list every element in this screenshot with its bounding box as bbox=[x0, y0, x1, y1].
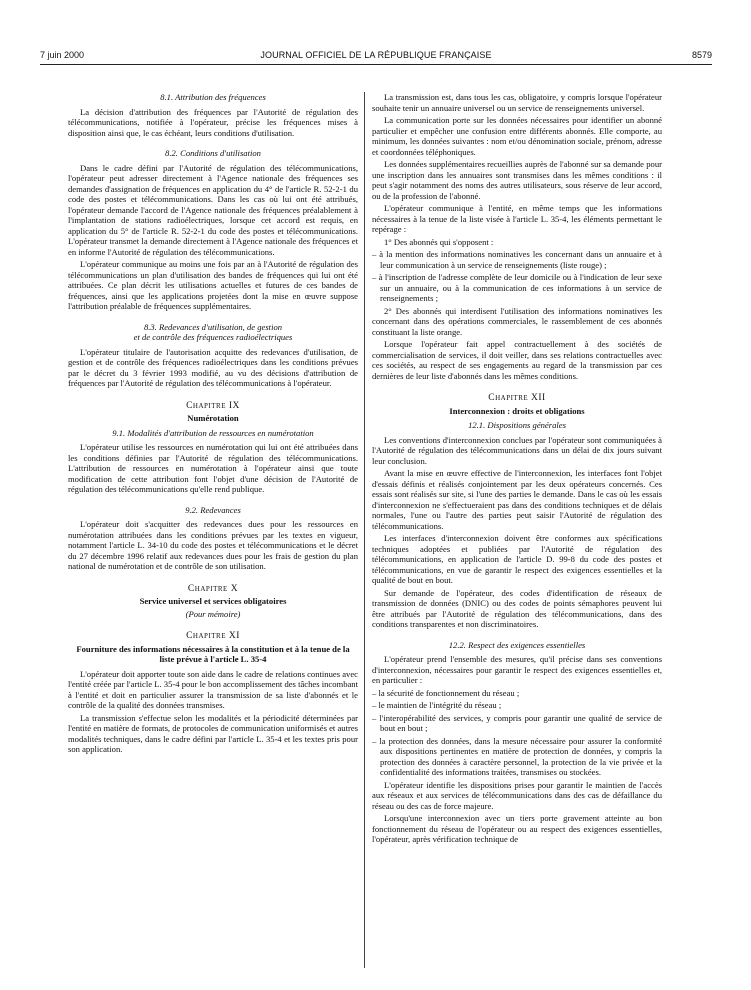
paragraph: L'opérateur doit apporter toute son aide dans le cadre de relations continues avec l'entité créée par l'article L. 35-4 pour le bon accomplissement des tâches incombant à l'entité et doit en particulier assurer la transmission de sa liste d'abonnés et le contrôle de la qualité des données transmises. bbox=[68, 668, 358, 710]
section-9-1-title: 9.1. Modalités d'attribution de ressources en numérotation bbox=[112, 427, 314, 438]
list-item: – à la mention des informations nominatives les concernant dans un annuaire et à leur communication à un service de renseignements (liste rouge) ; bbox=[372, 249, 662, 270]
section-9-2-title: 9.2. Redevances bbox=[185, 504, 241, 515]
section-8-3-title-line2: et de contrôle des fréquences radioélectriques bbox=[133, 332, 293, 342]
list-item: – la protection des données, dans la mesure nécessaire pour assurer la conformité aux dispositions pertinentes en matière de protection de données, y compris la protection des données à caractère personnel, la protection de la vie privée et la confidentialité des informations traitées, transmises ou stockées. bbox=[372, 735, 662, 777]
header-date: 7 juin 2000 bbox=[40, 50, 85, 60]
chapter-9-title: Numérotation bbox=[187, 413, 239, 423]
header-page-number: 8579 bbox=[691, 50, 712, 60]
section-12-2-title: 12.2. Respect des exigences essentielles bbox=[448, 639, 586, 650]
chapter-10-label: Chapitre X bbox=[187, 583, 239, 594]
paragraph: Les conventions d'interconnexion conclues par l'opérateur sont communiquées à l'Autorité de régulation des télécommunications dans un délai de dix jours suivant leur conclusion. bbox=[372, 434, 662, 466]
paragraph: L'opérateur communique à l'entité, en même temps que les informations nécessaires à la tenue de la liste visée à l'article L. 35-4, les éléments permettant le repérage : bbox=[372, 203, 662, 234]
header-rule bbox=[40, 64, 712, 65]
section-8-2-title: 8.2. Conditions d'utilisation bbox=[165, 148, 261, 158]
paragraph: La communication porte sur les données nécessaires pour identifier un abonné particulier et empêcher une confusion entre différents abonnés. Elle comporte, au minimum, les données suivantes : nom et/ou dénomination sociale, prénom, adresse et coordonnées téléphoniques. bbox=[372, 115, 662, 157]
paragraph: 1° Des abonnés qui s'opposent : bbox=[384, 236, 494, 247]
section-12-1-title: 12.1. Dispositions générales bbox=[468, 420, 566, 430]
list-item: – la sécurité de fonctionnement du réseau ; bbox=[372, 687, 520, 698]
paragraph: Dans le cadre défini par l'Autorité de régulation des télécommunications, l'opérateur peut adresser directement à l'Agence nationale des fréquences ses demandes d'assignation de fréquences en application du 4° de l'article R. 52-2-1 du code des postes et télécommunications. Dans les cas où lui ont été attribués, l'opérateur demande l'accord de l'Agence nationale des fréquences préalablement à l'implantation de stations radioélectriques, lorsque cet accord est requis, en application du 5° de l'article R. 52-2-1 du code des postes et télécommunications. L'opérateur transmet la demande directement à l'Agence nationale des fréquences et en informe l'Autorité de régulation des télécommunications. bbox=[68, 162, 358, 257]
right-column bbox=[372, 92, 662, 847]
chapter-11-label: Chapitre XI bbox=[186, 631, 240, 641]
paragraph: L'opérateur identifie les dispositions prises pour garantir le maintien de l'accès aux réseaux et aux services de télécommunications dans des cas de défaillance du réseau ou des cas de force majeure. bbox=[372, 779, 662, 811]
paragraph: L'opérateur communique au moins une fois par an à l'Autorité de régulation des télécommunications un plan d'utilisation des bandes de fréquences qui lui ont été attribuées. Ce plan décrit les utilisations actuelles et futures de ces bandes de fréquences, ainsi que les applications projetées dont la mise en œuvre suppose l'attribution préalable de fréquences supplémentaires. bbox=[68, 259, 358, 311]
chapter-10-note: (Pour mémoire) bbox=[185, 608, 241, 619]
list-item: – le maintien de l'intégrité du réseau ; bbox=[372, 700, 502, 710]
chapter-12-title: Interconnexion : droits et obligations bbox=[449, 405, 585, 416]
paragraph: La décision d'attribution des fréquences par l'Autorité de régulation des télécommunications, notifiée à l'opérateur, précise les fréquences mises à disposition ainsi que, le cas échéant, leurs conditions d'utilisation. bbox=[68, 106, 358, 138]
paragraph: L'opérateur utilise les ressources en numérotation qui lui ont été attribuées dans les conditions définies par l'Autorité de régulation des télécommunications. L'attribution de ressources en numérotation à l'opérateur ainsi que toute modification de cette attribution font l'objet d'une décision de l'Autorité de régulation des télécommunications qu'elle rend publique. bbox=[68, 442, 358, 494]
paragraph: La transmission s'effectue selon les modalités et la périodicité déterminées par l'entité en matière de formats, de protocoles de communication uniformisés et autres modalités techniques, dans le cadre défini par l'article L. 35-4 et les textes pris pour son application. bbox=[68, 712, 358, 754]
section-8-3-title-line1: 8.3. Redevances d'utilisation, de gestion bbox=[143, 321, 283, 332]
paragraph: Sur demande de l'opérateur, des codes d'identification de réseaux de transmission de données (DNIC) ou des codes de points sémaphores peuvent lui être attribués par l'Autorité de régulation des télécommunications, dans des conditions transparentes et non discriminatoires. bbox=[372, 587, 662, 629]
column-divider bbox=[364, 92, 365, 968]
paragraph: 2° Des abonnés qui interdisent l'utilisation des informations nominatives les concernant dans des opérations commerciales, le rassemblement de ces abonnés constituant la liste orange. bbox=[372, 305, 662, 337]
chapter-10-title: Service universel et services obligatoires bbox=[139, 596, 287, 606]
paragraph: Lorsque l'opérateur fait appel contractuellement à des sociétés de commercialisation de services, il doit veiller, dans ses relations contractuelles avec ces sociétés, au respect de ses engagements au regard de la transmission par ces dernières de leur liste d'abonnés dans les mêmes conditions. bbox=[372, 339, 662, 381]
header-title: JOURNAL OFFICIEL DE LA RÉPUBLIQUE FRANÇAISE bbox=[260, 50, 492, 60]
paragraph: Les données supplémentaires recueillies auprès de l'abonné sur sa demande pour une inscription dans les annuaires sont transmises dans les mêmes conditions : il peut s'agir notamment des noms des autres utilisateurs, sous réserve de leur accord, ou de la profession de l'abonné. bbox=[372, 159, 662, 201]
section-8-1-title: 8.1. Attribution des fréquences bbox=[160, 92, 266, 102]
chapter-11-title: Fourniture des informations nécessaires à la constitution et à la tenue de la liste prévue à l'article L. 35-4 bbox=[76, 643, 350, 664]
chapter-9-label: Chapitre IX bbox=[186, 400, 240, 411]
paragraph: Les interfaces d'interconnexion doivent être conformes aux spécifications techniques adoptées et publiées par l'Autorité de régulation des télécommunications, en application de l'article D. 99-8 du code des postes et télécommunications, en vue de garantir le respect des exigences essentielles et la qualité de bout en bout. bbox=[372, 533, 662, 585]
chapter-12-label: Chapitre XII bbox=[488, 393, 546, 403]
paragraph: Avant la mise en œuvre effective de l'interconnexion, les interfaces font l'objet d'essais définis et réalisés conjointement par les deux opérateurs concernés. Ces essais sont réalisés sur site, si l'une des parties le demande. Dans le cas où les essais d'interconnexion ne s'effectueraient pas dans des conditions techniques et de délais normales, l'une ou l'autre des parties peut saisir l'Autorité de régulation des télécommunications. bbox=[372, 468, 662, 531]
paragraph: La transmission est, dans tous les cas, obligatoire, y compris lorsque l'opérateur souhaite tenir un annuaire universel ou un service de renseignements universel. bbox=[372, 92, 662, 113]
page-header bbox=[40, 50, 712, 64]
list-item: – l'interopérabilité des services, y compris pour garantir une qualité de service de bout en bout ; bbox=[372, 712, 662, 733]
list-item: – à l'inscription de l'adresse complète de leur domicile ou à l'indication de leur sexe sur un annuaire, ou à la communication de ces informations à un service de renseignements ; bbox=[372, 272, 662, 303]
paragraph: L'opérateur doit s'acquitter des redevances dues pour les ressources en numérotation attribuées dans les conditions prévues par les textes en vigueur, notamment l'article L. 34-10 du code des postes et télécommunications et le décret du 27 décembre 1996 relatif aux redevances dues pour les frais de gestion du plan national de numérotation et de contrôle de son utilisation. bbox=[68, 519, 358, 571]
paragraph: L'opérateur prend l'ensemble des mesures, qu'il précise dans ses conventions d'interconnexion, nécessaires pour garantir le respect des exigences essentielles et, en particulier : bbox=[372, 654, 662, 685]
paragraph: L'opérateur titulaire de l'autorisation acquitte des redevances d'utilisation, de gestion et de contrôle des fréquences radioélectriques dans les conditions prévues par le décret du 3 février 1993 modifié, au vu des décisions d'attribution de fréquences par l'Autorité de régulation des télécommunications à l'opérateur. bbox=[68, 346, 358, 388]
paragraph: Lorsqu'une interconnexion avec un tiers porte gravement atteinte au bon fonctionnement du réseau de l'opérateur ou au respect des exigences essentielles, l'opérateur, après vérification technique de bbox=[372, 813, 662, 844]
left-column bbox=[68, 92, 358, 757]
